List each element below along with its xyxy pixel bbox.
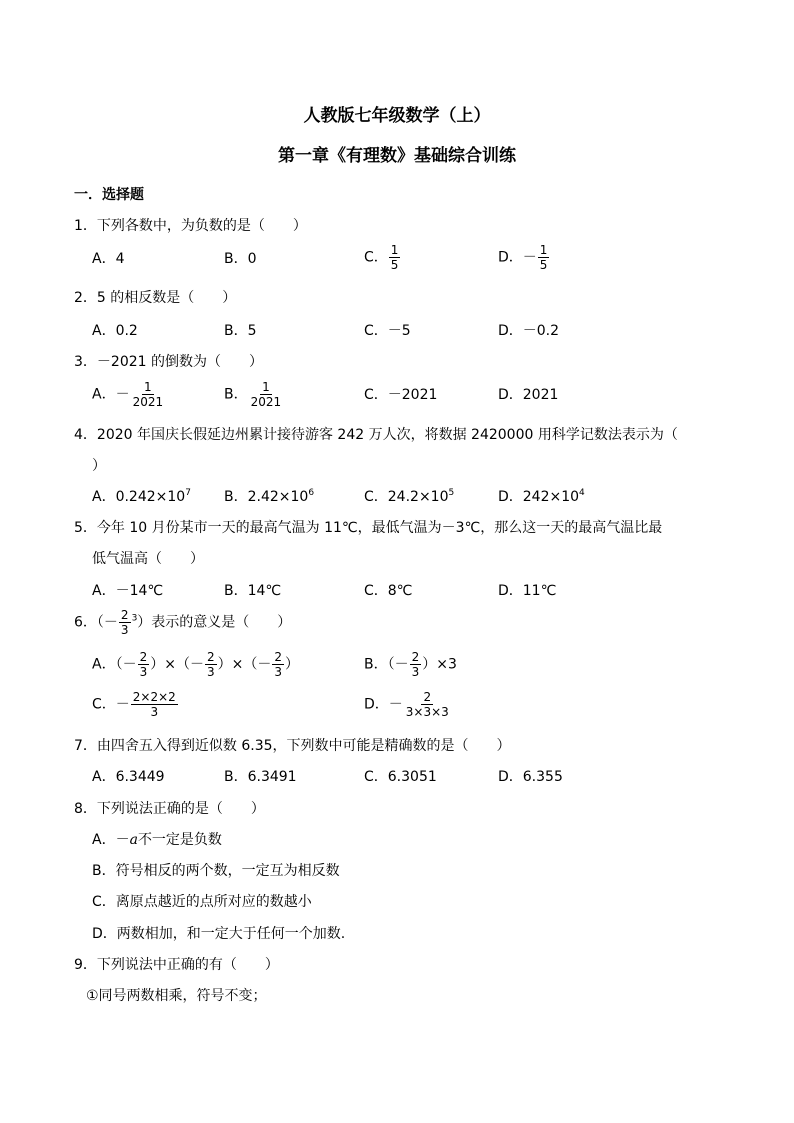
q2-option-b: B．5 — [224, 323, 257, 339]
q1-option-b: B．0 — [224, 251, 257, 267]
q7-option-d: D．6.355 — [498, 769, 563, 785]
q8-option-a: A．－a不一定是负数 — [92, 832, 222, 848]
fraction: $\frac{2}{3}$ — [139, 650, 148, 679]
q3-option-b: B． $\frac{1}{2021}$ — [224, 380, 282, 409]
q8-option-d: D．两数相加，和一定大于任何一个加数. — [92, 926, 346, 942]
section-heading: 一．选择题 — [74, 187, 144, 203]
fraction: $\frac{2}{3\times 3\times 3}$ — [405, 690, 449, 719]
q4-option-c: C．$24.2\times 10^5$ — [364, 488, 455, 505]
q2-option-a: A．0.2 — [92, 323, 138, 339]
q6-option-d: D．－ $\frac{2}{3\times 3\times 3}$ — [364, 690, 449, 719]
question-9: 9．下列说法中正确的有（ ） — [74, 957, 279, 973]
q6-option-b: B．（－ $\frac{2}{3}$ ）×3 — [364, 650, 457, 679]
question-5: 5．今年 10 月份某市一天的最高气温为 11℃，最低气温为－3℃，那么这一天的最高气温比最 — [74, 520, 663, 536]
page-subtitle: 第一章《有理数》基础综合训练 — [278, 146, 516, 166]
fraction: $\frac{1}{2021}$ — [250, 380, 282, 409]
q3-option-c: C．－2021 — [364, 387, 438, 403]
q3-option-a: A．－ $\frac{1}{2021}$ — [92, 380, 164, 409]
fraction: $\frac{1}{5}$ — [539, 243, 548, 272]
question-1: 1．下列各数中，为负数的是（ ） — [74, 218, 307, 234]
q4-option-a: A．$0.242\times 10^7$ — [92, 488, 191, 505]
question-3: 3．－2021 的倒数为（ ） — [74, 354, 263, 370]
q2-option-d: D．－0.2 — [498, 323, 560, 339]
q2-option-c: C．－5 — [364, 323, 411, 339]
q1-option-a: A．4 — [92, 251, 125, 267]
fraction: $\frac{1}{2021}$ — [132, 380, 164, 409]
q5-option-c: C．8℃ — [364, 583, 413, 599]
q5-option-a: A．－14℃ — [92, 583, 164, 599]
q1-option-d: D．－ $\frac{1}{5}$ — [498, 243, 548, 272]
page-title: 人教版七年级数学（上） — [303, 106, 491, 126]
q4-option-d: D．$242\times 10^4$ — [498, 488, 585, 505]
question-8: 8．下列说法正确的是（ ） — [74, 801, 265, 817]
question-5-continued: 低气温高（ ） — [92, 551, 204, 567]
fraction: $\frac{2}{3}$ — [206, 650, 215, 679]
q4-option-b: B．$2.42\times 10^6$ — [224, 488, 315, 505]
question-4-continued: ） — [92, 458, 106, 474]
q8-option-c: C．离原点越近的点所对应的数越小 — [92, 894, 312, 910]
q7-option-b: B．6.3491 — [224, 769, 297, 785]
q5-option-d: D．11℃ — [498, 583, 557, 599]
q8-option-b: B．符号相反的两个数，一定互为相反数 — [92, 863, 340, 879]
fraction: $\frac{1}{5}$ — [390, 243, 399, 272]
q7-option-a: A．6.3449 — [92, 769, 165, 785]
q9-item-1: ①同号两数相乘，符号不变； — [86, 988, 267, 1004]
q6-option-a: A．（－ $\frac{2}{3}$ ）×（－ $\frac{2}{3}$ ）×（－ $\frac{2}{3}$ ） — [92, 650, 299, 679]
q6-option-c: C．－ $\frac{2\times 2\times 2}{3}$ — [92, 690, 176, 719]
question-6: 6．（－ $\frac{2}{3}$ $^3$）表示的意义是（ ） — [74, 608, 292, 637]
question-4: 4．2020 年国庆长假延边州累计接待游客 242 万人次，将数据 2420000 用科学记数法表示为（ — [74, 427, 678, 443]
fraction: $\frac{2}{3}$ — [120, 608, 129, 637]
fraction: $\frac{2\times 2\times 2}{3}$ — [132, 690, 176, 719]
fraction: $\frac{2}{3}$ — [274, 650, 282, 679]
q3-option-d: D．2021 — [498, 387, 559, 403]
question-7: 7．由四舍五入得到近似数 6.35，下列数中可能是精确数的是（ ） — [74, 738, 511, 754]
q1-option-c: C． $\frac{1}{5}$ — [364, 243, 399, 272]
q5-option-b: B．14℃ — [224, 583, 282, 599]
q7-option-c: C．6.3051 — [364, 769, 437, 785]
fraction: $\frac{2}{3}$ — [411, 650, 420, 679]
question-2: 2．5 的相反数是（ ） — [74, 290, 237, 306]
